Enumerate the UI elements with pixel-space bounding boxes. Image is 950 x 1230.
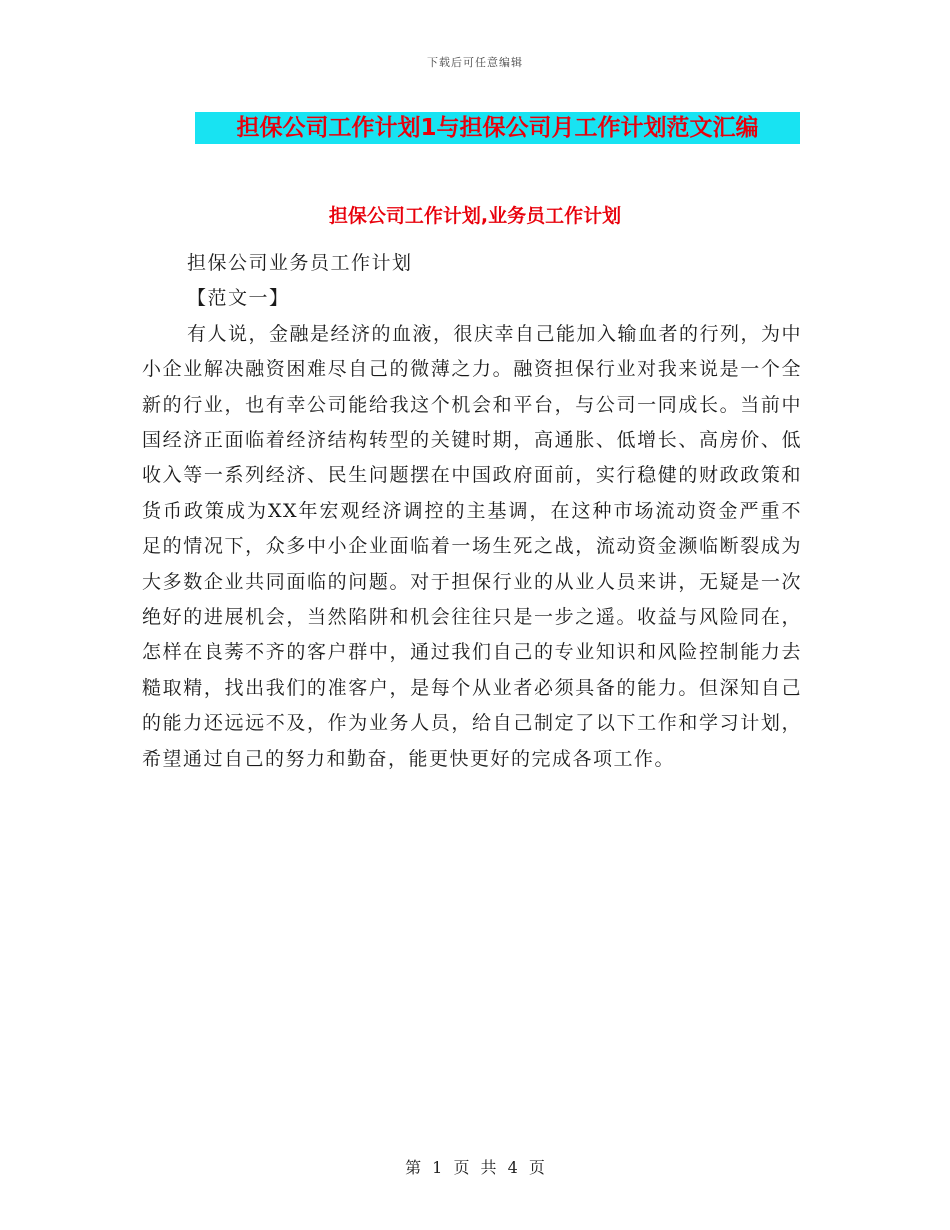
body-paragraph: 担保公司业务员工作计划	[187, 252, 413, 274]
body-paragraph: 【范文一】	[187, 287, 290, 310]
page-number-footer: 第 1 页 共 4 页	[405, 1158, 545, 1177]
page-header-note: 下载后可任意编辑	[427, 56, 523, 69]
document-subtitle: 担保公司工作计划,业务员工作计划	[328, 205, 622, 227]
document-title: 担保公司工作计划1与担保公司月工作计划范文汇编	[195, 112, 800, 144]
document-body	[142, 246, 802, 777]
body-paragraph: 有人说，金融是经济的血液，很庆幸自己能加入输血者的行列，为中小企业解决融资困难尽自己的微薄之力。融资担保行业对我来说是一个全新的行业，也有幸公司能给我这个机会和平台，与公司一同成长。当前中国经济正面临着经济结构转型的关键时期，高通胀、低增长、高房价、低收入等一系列经济、民生问题摆在中国政府面前，实行稳健的财政政策和货币政策成为XX年宏观经济调控的主基调，在这种市场流动资金严重不足的情况下，众多中小企业面临着一场生死之战，流动资金濒临断裂成为大多数企业共同面临的问题。对于担保行业的从业人员来讲，无疑是一次绝好的进展机会，当然陷阱和机会往往只是一步之遥。收益与风险同在，怎样在良莠不齐的客户群中，通过我们自己的专业知识和风险控制能力去糙取精，找出我们的准客户，是每个从业者必须具备的能力。但深知自己的能力还远远不及，作为业务人员，给自己制定了以下工作和学习计划，希望通过自己的努力和勤奋，能更快更好的完成各项工作。	[142, 322, 803, 770]
